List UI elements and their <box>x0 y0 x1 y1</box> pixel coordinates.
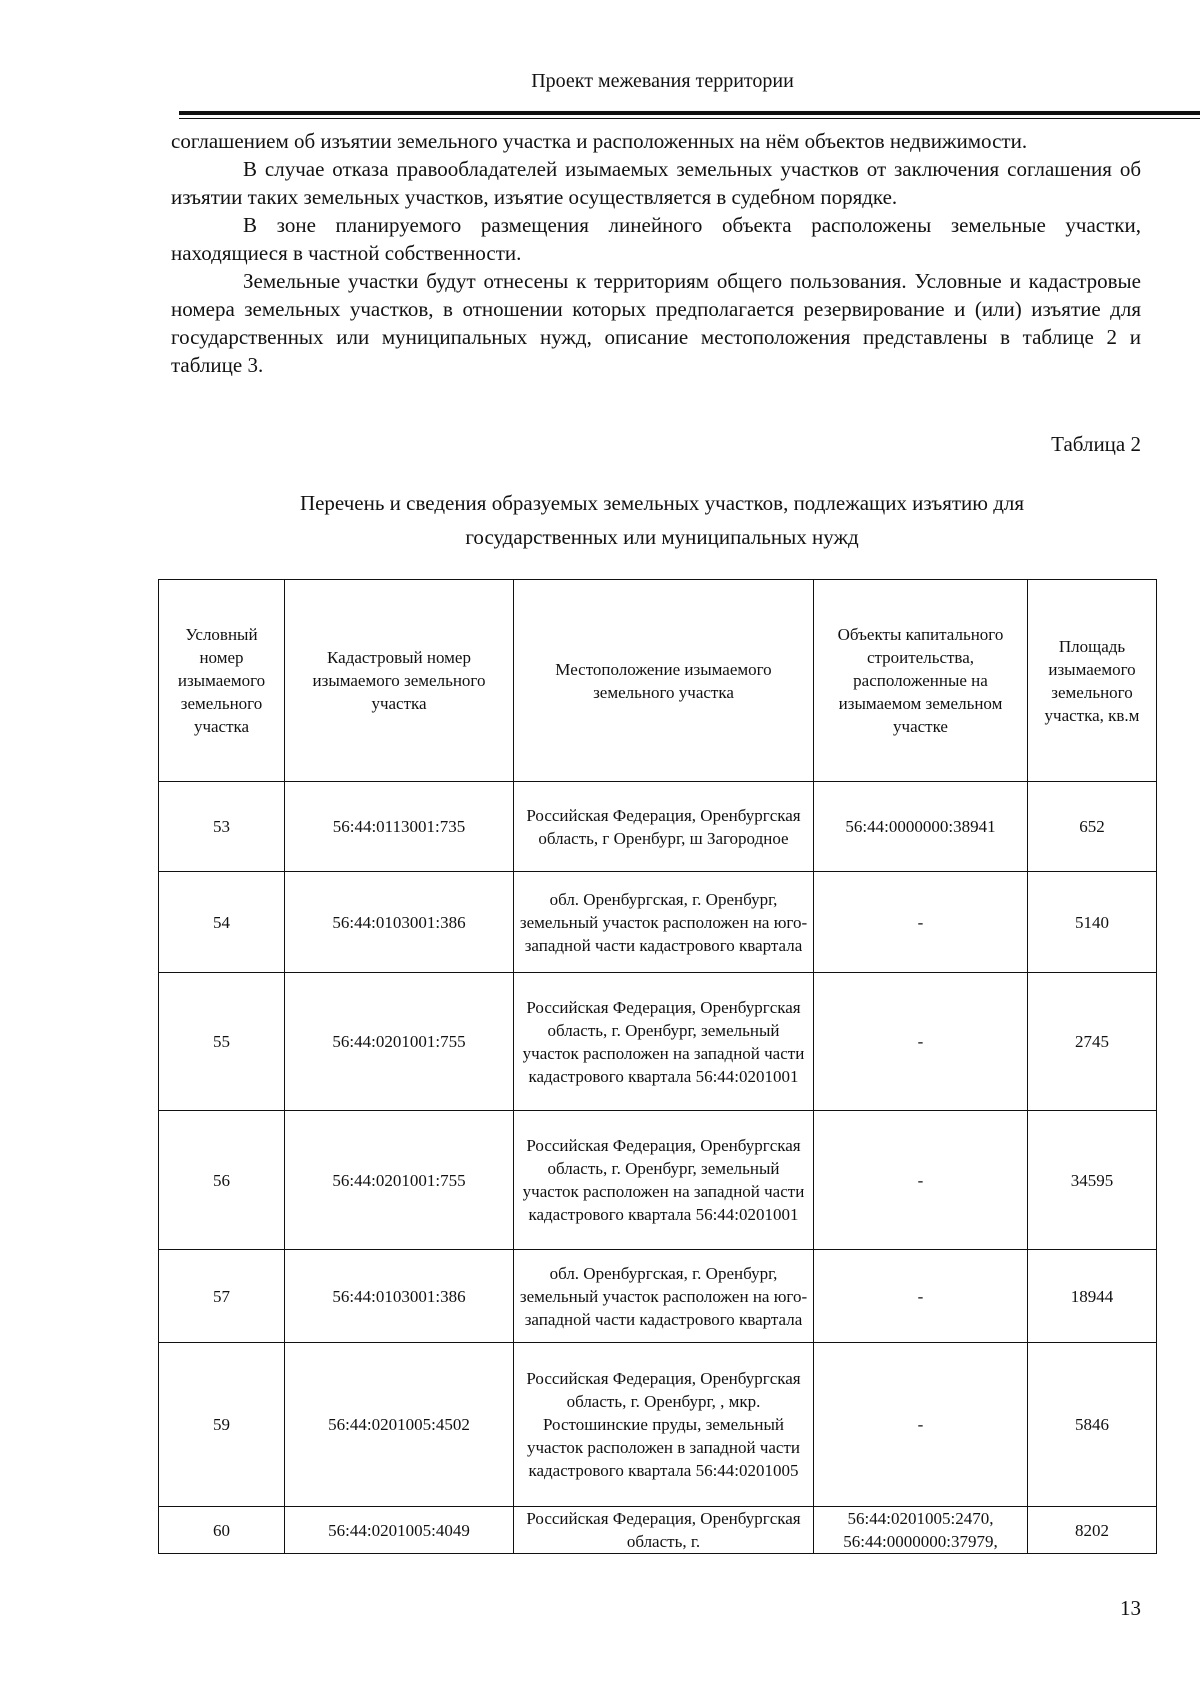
cell-capital-objects: - <box>814 1111 1028 1250</box>
table-row <box>159 1343 1157 1507</box>
cell-area: 652 <box>1028 782 1157 872</box>
page-number: 13 <box>1120 1596 1141 1620</box>
cell-plot-number: 53 <box>159 782 285 872</box>
header-divider-thick <box>179 111 1200 115</box>
cell-cadastral-number: 56:44:0201005:4049 <box>285 1507 514 1554</box>
cell-plot-number: 56 <box>159 1111 285 1250</box>
cell-plot-number: 55 <box>159 973 285 1111</box>
cell-plot-number: 57 <box>159 1250 285 1343</box>
header-area: Площадь изымаемого земельного участка, кв.м <box>1028 580 1157 782</box>
cell-location: Российская Федерация, Оренбургская область, г. Оренбург, земельный участок расположен на западной части кадастрового квартала 56:44:0201001 <box>514 973 814 1111</box>
cell-plot-number: 59 <box>159 1343 285 1507</box>
cell-area: 34595 <box>1028 1111 1157 1250</box>
cell-capital-objects: 56:44:0000000:38941 <box>814 782 1028 872</box>
cell-location: обл. Оренбургская, г. Оренбург, земельный участок расположен на юго-западной части кадастрового квартала <box>514 1250 814 1343</box>
cell-location: обл. Оренбургская, г. Оренбург, земельный участок расположен на юго-западной части кадастрового квартала <box>514 872 814 973</box>
table-row <box>159 872 1157 973</box>
cell-plot-number: 60 <box>159 1507 285 1554</box>
table-caption: Перечень и сведения образуемых земельных участков, подлежащих изъятию для государственных или муниципальных нужд <box>299 491 1025 549</box>
cell-area: 5140 <box>1028 872 1157 973</box>
cell-capital-objects: - <box>814 872 1028 973</box>
header-capital-objects: Объекты капитального строительства, расположенные на изымаемом земельном участке <box>814 580 1028 782</box>
header-cadastral-number: Кадастровый номер изымаемого земельного участка <box>285 580 514 782</box>
header-plot-number: Условный номер изымаемого земельного участка <box>159 580 285 782</box>
table-row <box>159 1111 1157 1250</box>
cell-cadastral-number: 56:44:0103001:386 <box>285 872 514 973</box>
cell-cadastral-number: 56:44:0103001:386 <box>285 1250 514 1343</box>
cell-location: Российская Федерация, Оренбургская область, г. Оренбург, , мкр. Ростошинские пруды, земельный участок расположен в западной части кадастрового квартала 56:44:0201005 <box>514 1343 814 1507</box>
body-text <box>171 127 1141 379</box>
cell-cadastral-number: 56:44:0201005:4502 <box>285 1343 514 1507</box>
cell-area: 8202 <box>1028 1507 1157 1554</box>
cell-area: 5846 <box>1028 1343 1157 1507</box>
table-row <box>159 1250 1157 1343</box>
cell-cadastral-number: 56:44:0113001:735 <box>285 782 514 872</box>
cell-cadastral-number: 56:44:0201001:755 <box>285 973 514 1111</box>
cell-capital-objects: 56:44:0201005:2470, 56:44:0000000:37979, <box>814 1507 1028 1554</box>
cell-capital-objects: - <box>814 1343 1028 1507</box>
cell-plot-number: 54 <box>159 872 285 973</box>
cell-location: Российская Федерация, Оренбургская область, г. <box>514 1507 814 1554</box>
header-divider-thin <box>179 118 1200 119</box>
cell-capital-objects: - <box>814 1250 1028 1343</box>
cell-area: 18944 <box>1028 1250 1157 1343</box>
paragraph: Земельные участки будут отнесены к территориям общего пользования. Условные и кадастровые номера земельных участков, в отношении которых предполагается резервирование и (или) изъятие для государственных или муниципальных нужд, описание местоположения представлены в таблице 2 и таблице 3. <box>171 269 1141 377</box>
cell-cadastral-number: 56:44:0201001:755 <box>285 1111 514 1250</box>
paragraph: В зоне планируемого размещения линейного объекта расположены земельные участки, находящиеся в частной собственности. <box>171 213 1141 265</box>
cell-location: Российская Федерация, Оренбургская область, г. Оренбург, земельный участок расположен на западной части кадастрового квартала 56:44:0201001 <box>514 1111 814 1250</box>
table-row <box>159 782 1157 872</box>
table-header-row <box>159 580 1157 782</box>
table-label: Таблица 2 <box>1051 432 1141 456</box>
header-divider <box>179 111 1200 119</box>
cell-area: 2745 <box>1028 973 1157 1111</box>
land-plots-table <box>158 579 1157 1554</box>
table-row <box>159 1507 1157 1554</box>
cell-capital-objects: - <box>814 973 1028 1111</box>
paragraph: В случае отказа правообладателей изымаемых земельных участков от заключения соглашения об изъятии таких земельных участков, изъятие осуществляется в судебном порядке. <box>171 157 1141 209</box>
cell-location: Российская Федерация, Оренбургская область, г Оренбург, ш Загородное <box>514 782 814 872</box>
header-location: Местоположение изымаемого земельного участка <box>514 580 814 782</box>
page-header-title: Проект межевания территории <box>531 70 794 92</box>
paragraph: соглашением об изъятии земельного участка и расположенных на нём объектов недвижимости. <box>171 129 1028 153</box>
table-row <box>159 973 1157 1111</box>
